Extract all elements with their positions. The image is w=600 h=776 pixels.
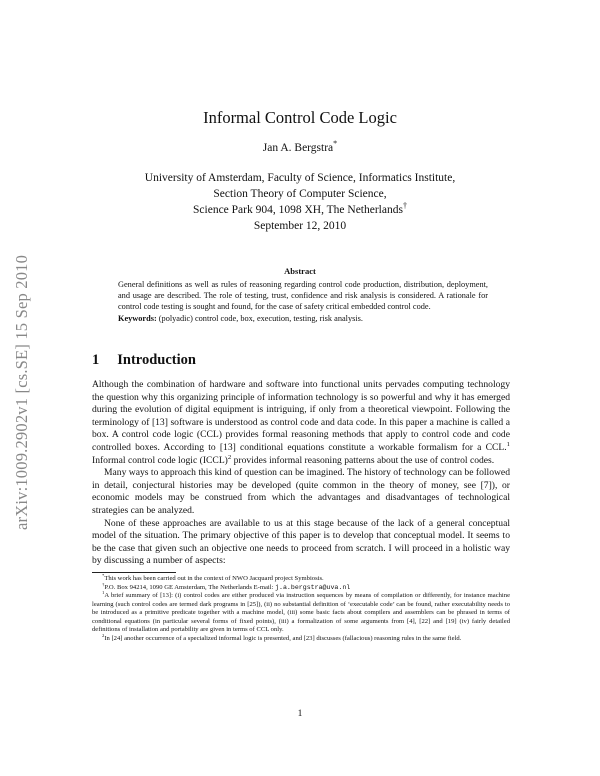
abstract-heading: Abstract: [284, 266, 316, 276]
section-number: 1: [92, 352, 100, 368]
footnote-ref: 2: [227, 453, 232, 461]
paragraph: Although the combination of hardware and software into functional units pervades computing technology the question why this organizing principle of information technology is so powerful and why it has emerged during the evolution of digital equipment is intriguing, if only from a theoretical viewpoint. Following the terminology of [13] software is understood as control code and data code. In this paper a machine is called a box. A control code logic (CCL) provides formal reasoning methods that apply to control code and code controlled boxes. According to [13] conditional equations constitute a workable formalism for a CCL.$^1$ Informal control code logic (ICCL)$^2$ provides informal reasoning patterns about the use of control codes.: [92, 379, 510, 466]
footnote: $^2$In [24] another occurrence of a specialized informal logic is presented, and [23] discusses (fallacious) reasoning rules in the same field.: [102, 632, 462, 642]
affiliation-footnote-mark: †: [402, 201, 407, 211]
footnote-rule: [92, 572, 176, 573]
footnote: $^1$A brief summary of [13]: (i) control codes are either produced via instruction sequences by means of compilation or differently, for instance machine learning (such control codes are termed dark programs in [25]), (ii) no substantial definition of ‘executable code’ can be found, rather executability needs to be introduced as a primitive predicate together with a machine model, (iii) some basic facts about compilers and assemblers can be phrased in terms of conditional equations (in particular several forms of fixed points), (iii) a formalization of some arguments from [4], [22] and [19] (iv) fairly detailed definitions of installation and portability are given in terms of CCL only.: [92, 589, 510, 633]
affiliation-line: Section Theory of Computer Science,: [213, 188, 387, 200]
page-number: 1: [297, 709, 303, 719]
paper-date: September 12, 2010: [253, 220, 347, 232]
footnote-ref: 1: [506, 440, 510, 448]
author-line: [0, 139, 600, 154]
affiliation: [0, 170, 600, 218]
footnote: †P.O. Box 94214, 1090 GE Amsterdam, The Netherlands E-mail: j.a.bergstra@uva.nl: [102, 581, 351, 591]
footnotes: [92, 572, 510, 643]
affiliation-line: Science Park 904, 1098 XH, The Netherlands†: [193, 201, 407, 216]
author-name: Jan A. Bergstra: [262, 142, 334, 154]
keywords-text: (polyadic) control code, box, execution, testing, risk analysis.: [158, 313, 363, 323]
section-title: Introduction: [117, 352, 196, 368]
keywords-label: Keywords:: [118, 313, 157, 323]
footnote: *This work has been carried out in the context of NWO Jacquard project Symbiosis.: [102, 572, 324, 582]
abstract-text: General definitions as well as rules of reasoning regarding control code production, distribution, deployment, and usage are described. The role of testing, trust, confidence and risk analysis is considered. A rationale for control code testing is sought and found, for the case of safety critical embedded control code.: [118, 280, 488, 312]
arxiv-stamp: arXiv:1009.2902v1 [cs.SE] 15 Sep 2010: [12, 254, 31, 530]
abstract-body: [118, 279, 488, 324]
author-footnote-mark: *: [333, 139, 338, 149]
affiliation-line: University of Amsterdam, Faculty of Science, Informatics Institute,: [144, 172, 456, 184]
paper-title: Informal Control Code Logic: [203, 108, 397, 127]
paragraph: Many ways to approach this kind of question can be imagined. The history of technology can be followed in detail, conjectural histories may be developed (quite common in the theory of money, see [7]), or economic models may be construed from which the advantages and disadvantages of technological strategies can be analyzed.: [92, 467, 510, 516]
section-body: [92, 379, 510, 568]
email-link[interactable]: j.a.bergstra@uva.nl: [275, 583, 351, 591]
paragraph: None of these approaches are available to us at this stage because of the lack of a general conceptual model of the situation. The primary objective of this paper is to develop that conceptual model. It seems to be the case that given such an objective one needs to proceed from scratch. I will proceed in a holistic way by discussing a number of aspects:: [92, 517, 510, 567]
section-heading: [92, 352, 196, 369]
